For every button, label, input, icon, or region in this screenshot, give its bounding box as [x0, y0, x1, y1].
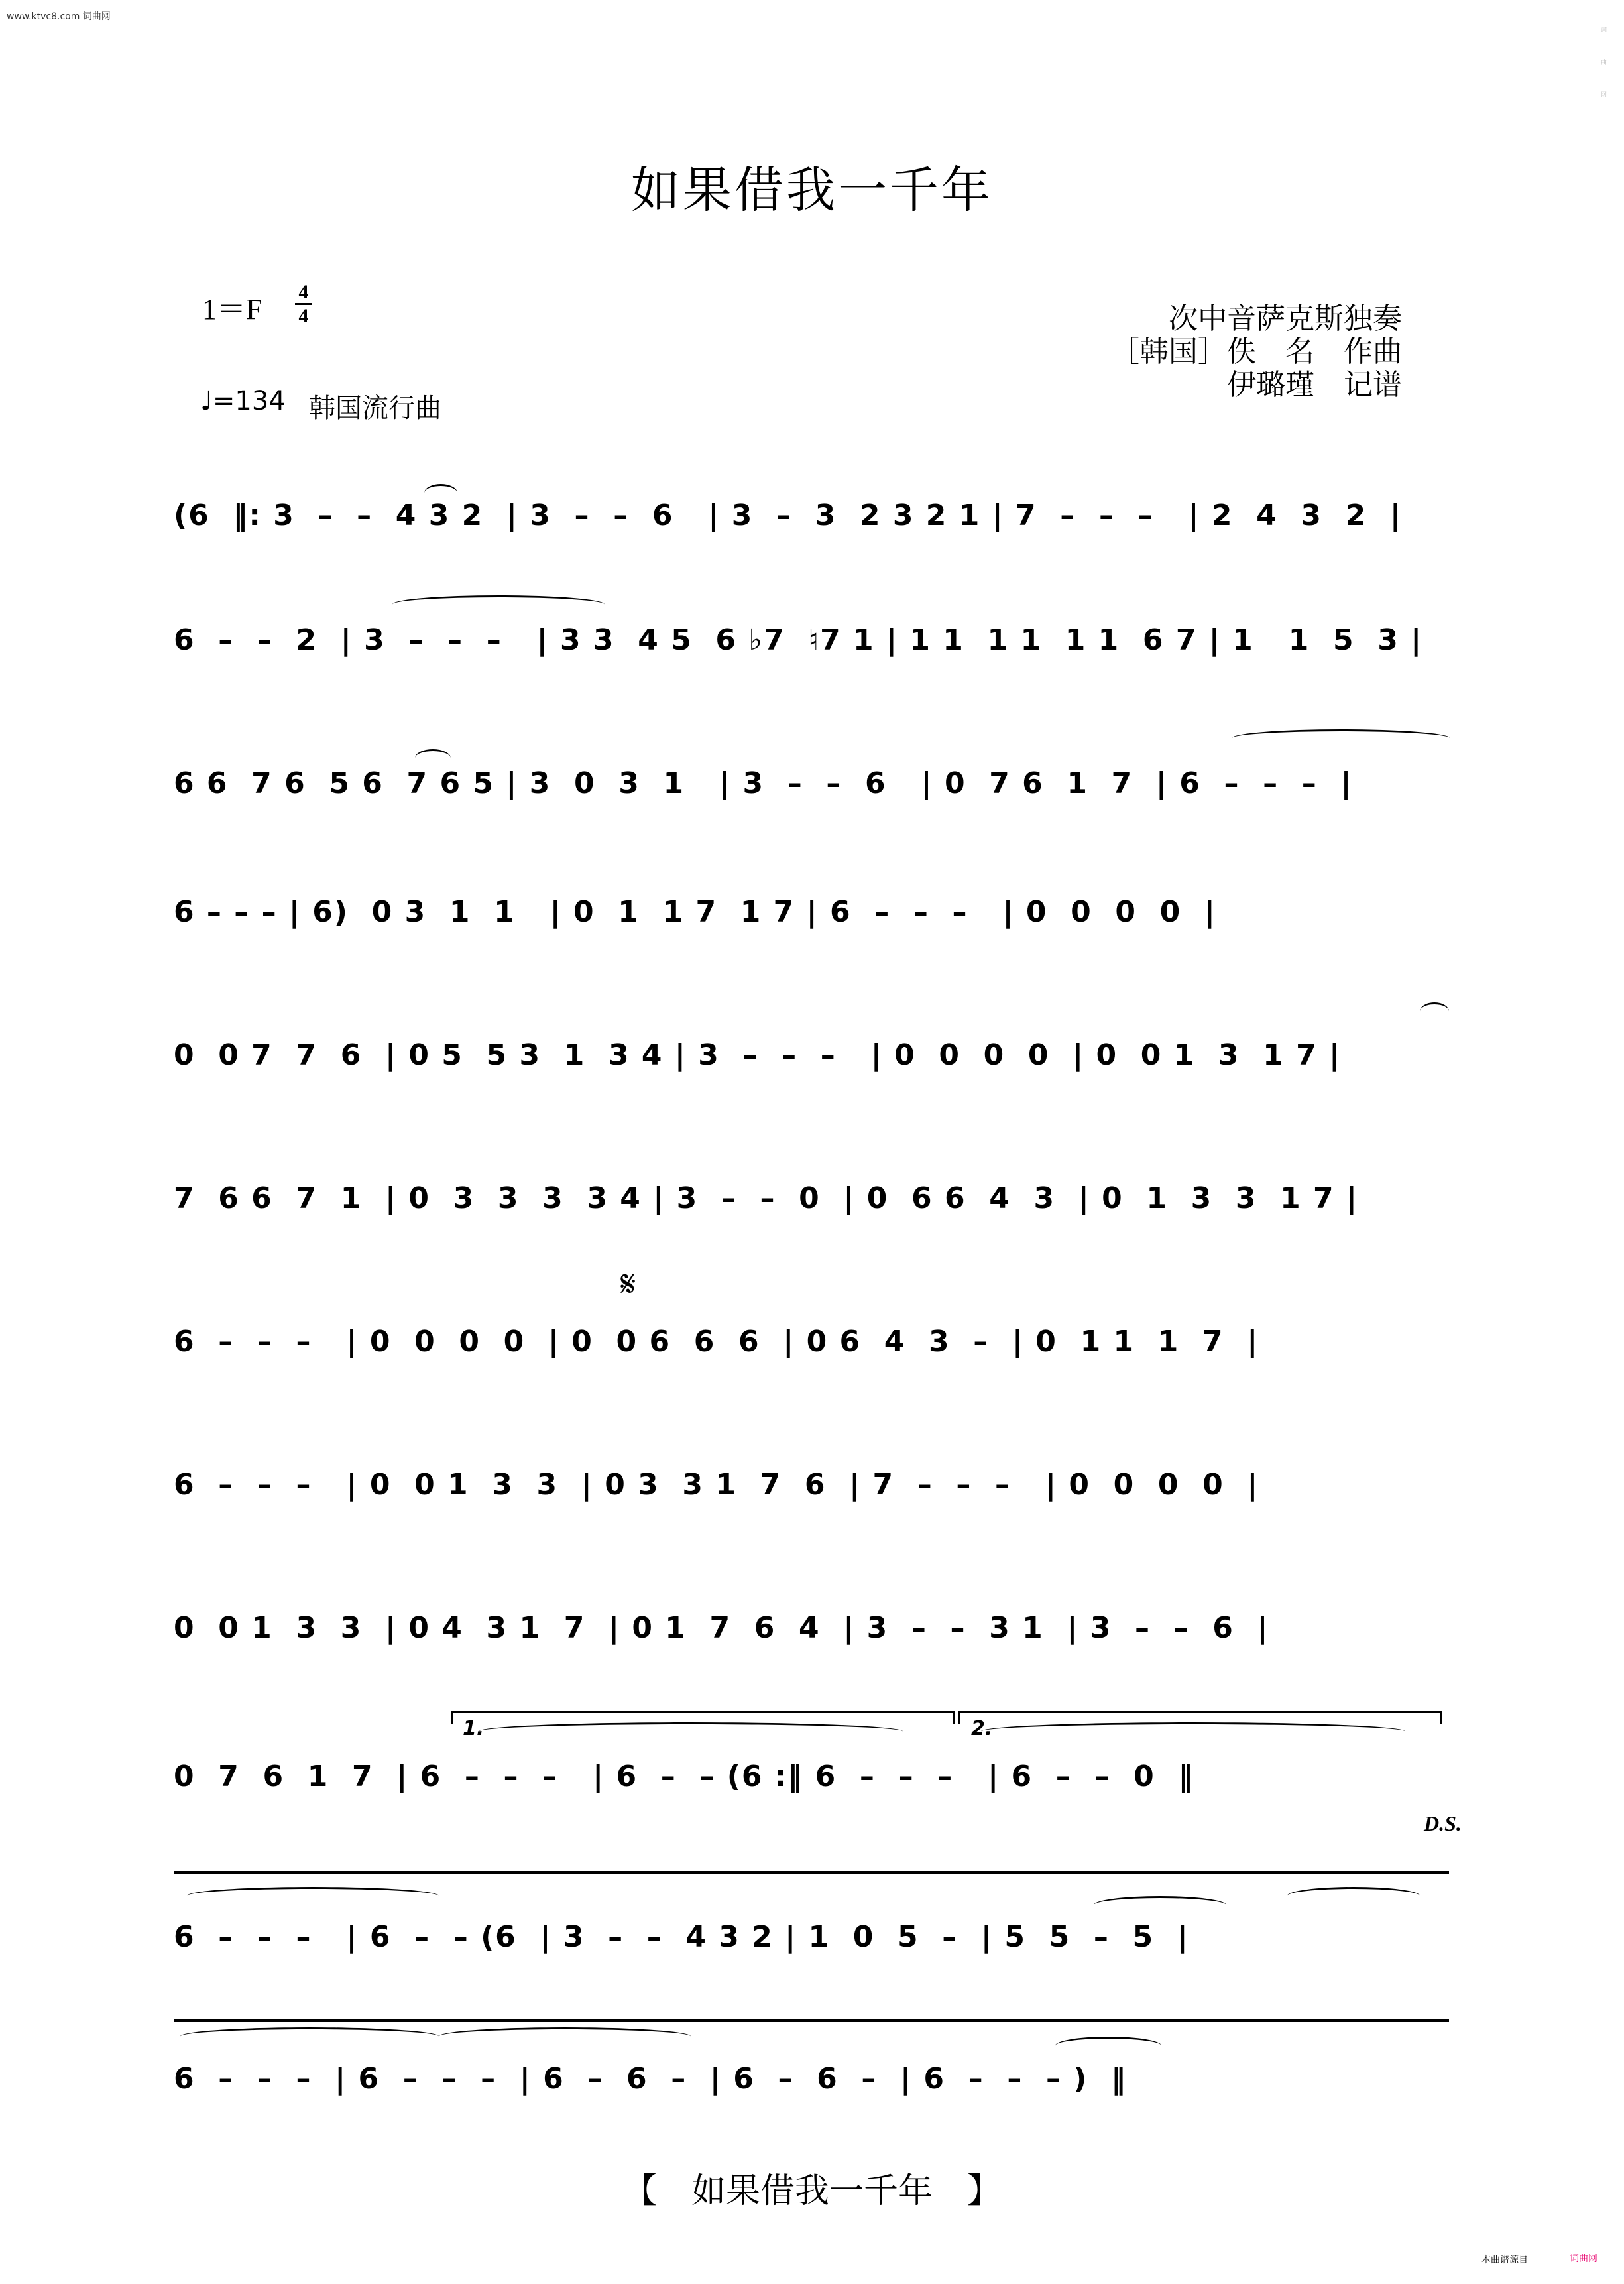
score-line-11	[174, 1920, 1449, 1986]
slur	[1232, 729, 1450, 747]
notation-text: 6 – – – | 0 0 0 0 | 0 0 6 6 6 | 0 6 4 3 – | 0 1 1 1 7 |	[174, 1325, 1259, 1358]
key-signature: 1＝F	[202, 293, 262, 326]
slur	[1420, 1002, 1449, 1020]
credit-composer: ［韩国］佚 名 作曲	[1110, 335, 1402, 369]
score-line-5	[174, 1038, 1449, 1105]
volta-label-1: 1.	[463, 1717, 485, 1740]
slur	[1094, 1896, 1226, 1914]
score-line-6	[174, 1181, 1449, 1248]
style-label: 韩国流行曲	[309, 393, 441, 424]
slur	[1055, 2037, 1161, 2055]
ds-marking: D.S.	[1424, 1811, 1462, 1835]
score-line-1	[174, 499, 1449, 565]
score-line-3	[174, 766, 1449, 833]
slur	[981, 1722, 1405, 1740]
time-signature	[295, 281, 312, 327]
volta-label-2: 2.	[971, 1717, 993, 1740]
notation-text: 0 7 6 1 7 | 6 – – – | 6 – – (6 :‖ 6 – – – | 6 – – 0 ‖	[174, 1760, 1194, 1793]
notation-text: 6 – – – | 0 0 1 3 3 | 0 3 3 1 7 6 | 7 – – – | 0 0 0 0 |	[174, 1468, 1259, 1502]
site-logo[interactable]: 词曲网	[1570, 2254, 1597, 2264]
source-stamp: 本曲谱源自	[1481, 2255, 1528, 2265]
score-line-2	[174, 623, 1449, 690]
score-line-8	[174, 1468, 1449, 1534]
slur	[1287, 1887, 1420, 1905]
tempo-marking: ♩=134	[200, 386, 286, 416]
notation-text: 6 – – 2 | 3 – – – | 3 3 4 5 6 ♭7 ♮7 1 | 1 1 1 1 1 1 6 7 | 1 1 5 3 |	[174, 623, 1423, 657]
slur	[479, 1722, 903, 1740]
slur	[415, 749, 451, 767]
notation-text: 6 6 7 6 5 6 7 6 5 | 3 0 3 1 | 3 – – 6 | 0 7 6 1 7 | 6 – – – |	[174, 766, 1353, 800]
bracket-line	[174, 1871, 1449, 1874]
notation-text: (6 ‖: 3 – – 4 3 2 | 3 – – 6 | 3 – 3 2 3 2 1 | 7 – – – | 2 4 3 2 |	[174, 499, 1403, 532]
notation-text: 6 – – – | 6 – – – | 6 – 6 – | 6 – 6 – | 6 – – – ) ‖	[174, 2062, 1128, 2096]
credit-instrument: 次中音萨克斯独奏	[1169, 302, 1402, 335]
meter-bottom: 4	[298, 305, 309, 327]
side-watermark-left	[1, 27, 11, 124]
slur	[439, 2027, 691, 2045]
score-line-12	[174, 2062, 1449, 2128]
score-line-10	[174, 1760, 1449, 1826]
score-line-4	[174, 895, 1449, 961]
footer-title: 【 如果借我一千年 】	[622, 2171, 1002, 2211]
segno-sign: 𝄋	[620, 1263, 636, 1305]
notation-text: 0 0 7 7 6 | 0 5 5 3 1 3 4 | 3 – – – | 0 0 0 0 | 0 0 1 3 1 7 |	[174, 1038, 1342, 1072]
score-line-7	[174, 1325, 1449, 1391]
notation-text: 6 – – – | 6) 0 3 1 1 | 0 1 1 7 1 7 | 6 – – – | 0 0 0 0 |	[174, 895, 1216, 929]
side-watermark-right: 词曲网	[1599, 27, 1606, 124]
credit-transcriber: 伊璐瑾 记谱	[1227, 368, 1402, 402]
meter-top: 4	[298, 281, 309, 303]
bracket-line	[174, 2019, 1449, 2022]
slur	[180, 2027, 439, 2045]
score-line-9	[174, 1611, 1449, 1677]
notation-text: 7 6 6 7 1 | 0 3 3 3 3 4 | 3 – – 0 | 0 6 6 4 3 | 0 1 3 3 1 7 |	[174, 1181, 1359, 1215]
notation-text: 6 – – – | 6 – – (6 | 3 – – 4 3 2 | 1 0 5 – | 5 5 – 5 |	[174, 1920, 1189, 1954]
slur	[392, 595, 605, 613]
page-title: 如果借我一千年	[631, 162, 993, 219]
slur	[187, 1887, 439, 1905]
notation-text: 0 0 1 3 3 | 0 4 3 1 7 | 0 1 7 6 4 | 3 – – 3 1 | 3 – – 6 |	[174, 1611, 1269, 1645]
site-url: www.ktvc8.com 词曲网	[7, 11, 111, 22]
slur	[424, 484, 457, 502]
